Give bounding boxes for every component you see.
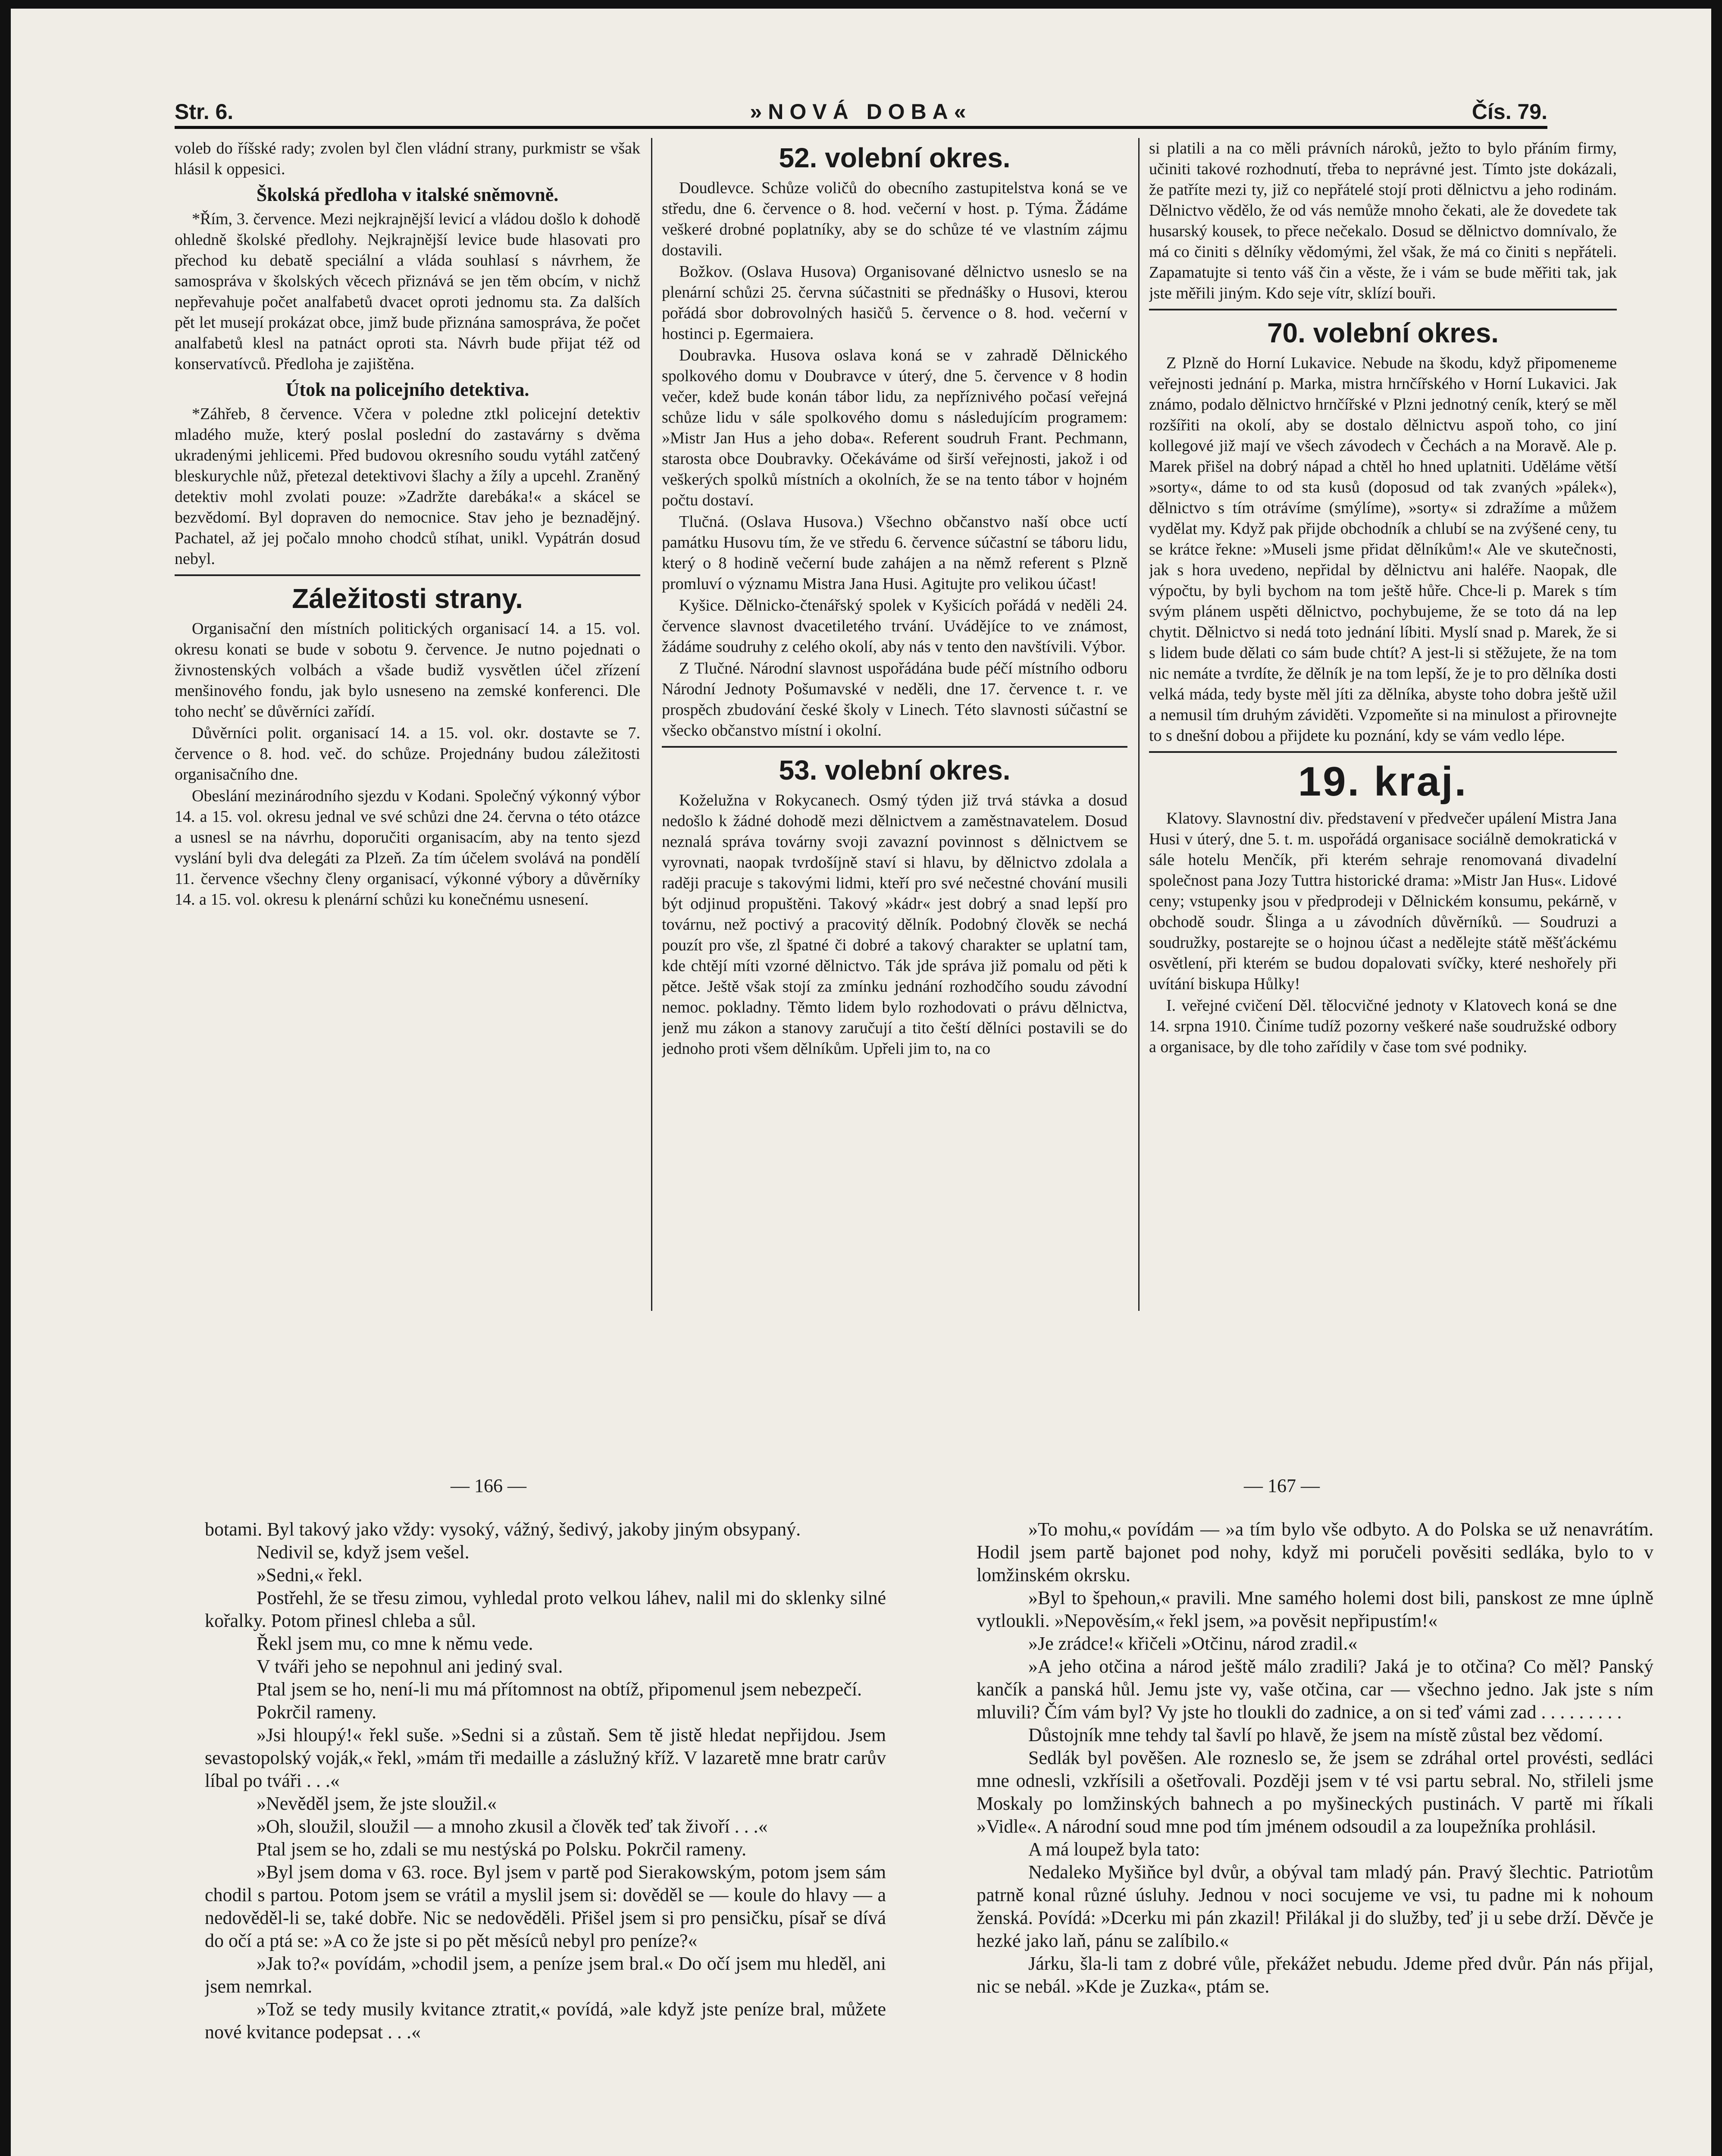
feuilleton-paragraph: Důstojník mne tehdy tal šavlí po hlavě, že jsem na místě zůstal bez vědomí. — [1028, 1724, 1603, 1745]
feuilleton-paragraph: »Je zrádce!« křičeli »Otčinu, národ zradil.« — [1028, 1633, 1358, 1654]
folio-left: — 166 — — [451, 1475, 526, 1496]
feuilleton-paragraph: »To mohu,« povídám — »a tím bylo vše odbyto. A do Polska se už nenavrátím. Hodil jsem partě bajonet pod nohy, když mi poručeli pověsiti sedláka, bylo to v lomžinském okrsku. — [977, 1519, 1653, 1586]
feuilleton-paragraph: »Tož se tedy musily kvitance ztratit,« povídá, »ale když jste peníze bral, můžete nové kvitance podepsat . . .« — [205, 1999, 886, 2043]
section-district-53: 53. volební okres. — [779, 755, 1011, 786]
notice-klatovy: Klatovy. Slavnostní div. představení v předvečer upálení Mistra Jana Husi v úterý, dne 5. t. m. uspořádá organisace sociálně demokratická v sále hotelu Menčík, při kterém sehraje renomovaná divadelní společnost pana Jozy Tuttra historické drama: »Mistr Jan Hus«. Lidové ceny; vstupenky jsou v předprodeji v Dělnickém konsumu, pekárně, v obchodě soudr. Šlinga a u závodních důvěrníků. — Soudruzi a soudružky, postarejte se o hojnou účast a nedělejte státě měšťáckému osvětlení, při kterém se budou dopalovati svíčky, které neshořely při uvítání biskupa Hůlky! — [1149, 809, 1617, 993]
section-district-52: 52. volební okres. — [779, 142, 1011, 173]
feuilleton-paragraph: Ptal jsem se ho, není-li mu má přítomnost na obtíž, připomenul jsem nebezpečí. — [257, 1679, 862, 1700]
feuilleton-paragraph: Ptal jsem se ho, zdali se mu nestýská po Polsku. Pokrčil rameny. — [257, 1839, 747, 1860]
newspaper-page — [11, 9, 1711, 2156]
feuilleton-paragraph: Postřehl, že se třesu zimou, vyhledal proto velkou láhev, nalil mi do sklenky silné kořalky. Potom přinesl chleba a sůl. — [205, 1587, 886, 1631]
article-continuation: si platili a na co měli právních nároků, ježto to bylo přáním firmy, učiniti takové rozhodnutí, třeba to neprávné jest. Tímto jste dokázali, že patříte mezi ty, již co nepřátelé stojí proti dělnictvu a jeho rodinám. Dělnictvo vědělo, že od vás nemůže mnoho čekati, ale že dovedete tak husarský kousek, to přece nečekalo. Dosud se dělnictvo domnívalo, že má co činiti s dělníky vědomými, žel však, že má co činiti s nepřáteli. Zapamatujte si tento váš čin a věste, že i vám se bude měřiti tak, jak jste měřili jiným. Kdo seje vítr, sklízí bouři. — [1149, 139, 1617, 302]
article-detective: *Záhřeb, 8 července. Včera v poledne ztkl policejní detektiv mladého muže, který poslal poslední do zastavárny s dvěma ukradenými jehlicemi. Před budovou okresního soudu vytáhl zatčený bleskurychle nůž, přetezal detektivovi šlachy a žíly a upcehl. Zraněný detektiv mohl zvolati pouze: »Zadržte darebáka!« a skácel se bezvědomí. Byl dopraven do nemocnice. Stav jeho je beznadějný. Pachatel, až jej počalo mnoho chodců stíhat, unikl. Vypátrán dosud nebyl. — [175, 405, 640, 568]
feuilleton-paragraph: A má loupež byla tato: — [1028, 1839, 1200, 1860]
notice-gymnastics: I. veřejné cvičení Děl. tělocvičné jednoty v Klatovech koná se dne 14. srpna 1910. Činíme tudíž pozorny veškeré naše soudružské odbory a organisace, by dle toho zařídily v čase tom své podniky. — [1149, 997, 1617, 1056]
feuilleton-paragraph: Řekl jsem mu, co mne k němu vede. — [257, 1633, 533, 1654]
notice-bozkov: Božkov. (Oslava Husova) Organisované dělnictvo usneslo se na plenární schůzi 25. června súčastniti se přednášky o Husovi, kterou pořádá sbor dobrovolných hasičů 5. července o 8. hod. večerní v hostinci p. Egermaiera. — [662, 263, 1127, 343]
page-number: Str. 6. — [175, 100, 234, 124]
section-region-19: 19. kraj. — [1298, 758, 1468, 805]
divider — [1149, 751, 1617, 753]
feuilleton-paragraph: Pokrčil rameny. — [257, 1702, 377, 1723]
notice-copenhagen-congress: Obeslání mezinárodního sjezdu v Kodani. Společný výkonný výbor 14. a 15. vol. okresu jednal ve své schůzi dne 24. června o této otázce a usnesl se na návrhu, doporučiti organisacím, aby na tento sjezd vyslání byli dva delegáti za Plzeň. Za tím účelem svolává na pondělí 11. července všechny členy organisací, výkonné výbory a důvěrníky 14. a 15. vol. okresu k plenární schůzi ku konečnému usnesení. — [175, 787, 640, 909]
column-left — [175, 138, 640, 1311]
feuilleton-paragraph: »Byl to špehoun,« pravili. Mne samého holemi dost bili, panskost ze mne úplně vytloukli. »Nepověsím,« řekl jsem, »a pověsit nepřipustím!« — [977, 1587, 1653, 1631]
feuilleton-left — [205, 1518, 886, 2156]
notice-organisation-day: Organisační den místních politických organisací 14. a 15. vol. okresu konati se bude v sobotu 9. července. Je nutno pojednati o živnostenských volbách a všade budiž vysvětlen účel zřízení menšinového fondu, jak bylo usneseno na zemské konferenci. Dle toho nechť se důvěrníci zařídí. — [175, 620, 640, 721]
column-divider — [651, 138, 652, 1311]
headline-school-bill: Školská předloha v italské sněmovně. — [256, 184, 559, 205]
newspaper-title: »NOVÁ DOBA« — [750, 100, 972, 124]
feuilleton-paragraph: Járku, šla-li tam z dobré vůle, překážet nebudu. Jdeme před dvůr. Pán nás přijal, nic se nebál. »Kde je Zuzka«, ptám se. — [977, 1953, 1653, 1997]
feuilleton-paragraph: »Oh, sloužil, sloužil — a mnoho zkusil a člověk teď tak živoří . . .« — [257, 1816, 768, 1837]
article-continuation: voleb do říšské rady; zvolen byl člen vládní strany, purkmistr se však hlásil k oppesici. — [175, 139, 640, 178]
feuilleton-paragraph: Nedivil se, když jsem vešel. — [257, 1542, 470, 1563]
page-header — [136, 95, 1586, 129]
feuilleton-paragraph: »Sedni,« řekl. — [257, 1564, 363, 1586]
section-district-70: 70. volební okres. — [1267, 317, 1499, 348]
feuilleton-right — [977, 1518, 1653, 2156]
feuilleton-paragraph: V tváři jeho se nepohnul ani jediný sval. — [257, 1656, 563, 1677]
feuilleton-paragraph: »Byl jsem doma v 63. roce. Byl jsem v partě pod Sierakowským, potom jsem sám chodil s partou. Potom jsem se vrátil a myslil jsem si: dověděl se — koule do hlavy — a nedověděl-li se, také dobře. Nic se nedověděli. Přišel jsem si pro pensičku, písař se dívá do očí a ptá se: »A co že jste si po pět měsíců nebyl pro peníze?« — [205, 1861, 886, 1951]
notice-z-tlucne: Z Tlučné. Národní slavnost uspořádána bude péčí místního odboru Národní Jednoty Pošumavské v neděli, dne 17. července t. r. ve prospěch zbudování české školy v Linech. Této slavnosti súčastní se všecko občanstvo místní i okolní. — [662, 659, 1127, 740]
header-rule — [175, 126, 1547, 129]
notice-kysice: Kyšice. Dělnicko-čtenářský spolek v Kyšicích pořádá v neděli 24. července slavnost dvacetiletého trvání. Uvádějíce to ve známost, žádáme soudruhy z celého okolí, aby nás v tento den navštívili. Výbor. — [662, 596, 1127, 656]
feuilleton-paragraph: Sedlák byl pověšen. Ale rozneslo se, že jsem se zdráhal ortel provésti, sedláci mne odnesli, vzkřísili a ošetřovali. Později jsem v té vsi partu sebral. No, střileli jsme Moskaly po lomžinských bahnech a po myšineckých pustinách. V partě mi říkali »Vidle«. A národní soud mne pod tím jménem odsoudil a za loupežníka prohlásil. — [977, 1747, 1653, 1837]
feuilleton-paragraph: »Jsi hloupý!« řekl suše. »Sedni si a zůstaň. Sem tě jistě hledat nepřijdou. Jsem sevastopolský voják,« řekl, »mám tři medaille a záslužný kříž. V lazaretě mne bratr carův líbal po tváři . . .« — [205, 1724, 886, 1791]
notice-trustees: Důvěrníci polit. organisací 14. a 15. vol. okr. dostavte se 7. července o 8. hod. več. do schůze. Projednány budou záležitosti organisačního dne. — [175, 724, 640, 783]
divider — [662, 746, 1127, 748]
notice-rokycany: Koželužna v Rokycanech. Osmý týden již trvá stávka a dosud nedošlo k žádné dohodě mezi dělnictvem a zaměstnavatelem. Dosud neznalá správa továrny svoji zavazní povinnost s dělnictvem se vyrovnati, naopak tvrdošíjně staví si hlavu, by dělnictvo zdolala a raději pracuje s takovými lidmi, kteří pro své nečestné chování musili být odjinud propuštěni. Takový »kádr« jest dobrý a snad lepší pro továrnu, než poctivý a pracovitý dělník. Podobný člověk se nechá pouzít pro vše, zl špatné či dobré a takový charakter se uplatní tam, kde chtějí míti vzorné dělnictvo. Ták jde správa již pomalu od pěti k pětce. Ještě však stojí za zmínku jednání rozhodčího soudu závodní nemoc. pokladny. Těmto lidem bylo rozhodovati o právu dělnictva, jenž mu zákon a stanovy zaručují a tito čeští dělníci postavili se do jednoho proti všem dělníkům. Upřeli jim to, na co — [662, 791, 1127, 1058]
issue-number: Čís. 79. — [1472, 100, 1547, 124]
notice-doubravka: Doubravka. Husova oslava koná se v zahradě Dělnického spolkového domu v Doubravce v úterý, dne 5. července v 8 hodin večer, kdež bude konán tábor lidu, za nepříznivého počasí veřejná schůze lidu v sále spolkového domu s následujícím programem: »Mistr Jan Hus a jeho doba«. Referent soudruh Frant. Pechmann, starosta obce Doubravky. Očekáváme od širší veřejnosti, jakož i od veškerých spolků místních a okolních, že se na tento tábor v hojném počtu dostaví. — [662, 346, 1127, 509]
divider — [1149, 309, 1617, 310]
folio-right: — 167 — — [1244, 1475, 1320, 1496]
feuilleton-paragraph: Nedaleko Myšiňce byl dvůr, a obýval tam mladý pán. Pravý šlechtic. Patriotům patrně konal různé úsluhy. Jednou v noci socujeme ve vsi, tu padne mi k nohoum ženská. Povídá: »Dcerku mi pán zkazil! Přilákal ji do služby, teď ji u sebe drží. Děvče je hezké jako laň, pánu se zalíbilo.« — [977, 1861, 1653, 1951]
feuilleton-paragraph: »Nevěděl jsem, že jste sloužil.« — [257, 1793, 497, 1814]
feuilleton-paragraph: »A jeho otčina a národ ještě málo zradili? Jaká je to otčina? Co měl? Panský kančík a panská hůl. Jemu jste vy, vaše otčina, car — všechno jedno. Jak jste s ním mluvili? Čím vám byl? Vy jste ho tloukli do zadnice, a on si teď vámi zad . . . . . . . . . — [977, 1656, 1653, 1723]
column-divider — [1138, 138, 1140, 1311]
feuilleton-paragraph: botami. Byl takový jako vždy: vysoký, vážný, šedivý, jakoby jiným obsypaný. — [205, 1519, 801, 1540]
column-right — [1149, 138, 1617, 1311]
notice-tlucna: Tlučná. (Oslava Husova.) Všechno občanstvo naší obce uctí památku Husovu tím, že ve středu 6. července súčastní se táboru lidu, který o 8 hodině večerní bude zahájen a na němž referent s Plzně promluví o významu Mistra Jana Husi. Agitujte pro velikou účast! — [662, 513, 1127, 593]
column-middle — [662, 138, 1127, 1311]
article-school-bill: *Řím, 3. července. Mezi nejkrajnější levicí a vládou došlo k dohodě ohledně školské předlohy. Nejkrajnější levice bude hlasovati pro přechod ku debatě speciální a vláda souhlasí s návrhem, že samospráva v školských věcech přiznává se jen těm obcím, v nichž nepřevahuje počet analfabetů dvacet oproti jednomu sta. Za dalších pět let musejí prokázat obce, jimž bude přiznána samospráva, že počet analfabetů klesl na patnáct oproti sta. Návrh bude přijat též od konservatívců. Předloha je zajištěna. — [175, 210, 640, 373]
notice-horni-lukavice: Z Plzně do Horní Lukavice. Nebude na škodu, když připomeneme veřejnosti jednání p. Marka, mistra hrnčířského v Horní Lukavici. Jak známo, podalo dělnictvo hrnčířské v Plzni jednotný ceník, který se měl rozšířiti na okolí, aby se dostalo dělnictvu aspoň toho, co jiní kollegové již mají ve všech závodech v Čechách a na Moravě. Ale p. Marek přišel na dobrý nápad a chtěl ho hned uplatniti. Uděláme větší »sorty«, dáme to od sta kusů (doposud od tak zvaných »pálek«), dělnictvo s tím otrávíme (smýlíme), »sorty« si zdražíme a můžem vydělat my. Když pak přijde obchodník a chlubí se na zvýšené ceny, tu se krátce řekne: »Museli jsme přidat dělníkům!« Ale ve skutečnosti, jak s hora uvedeno, nepřidal by dělnictvu ani haléře. Naopak, dle výpočtu, by byli bychom na tom ještě hůře. Chce-li p. Marek s tím svým plánem uspěti dělnictvo, pochybujeme, že se toto dá na lep chytit. Dělnictvo si nedá toto jednání líbiti. Myslí snad p. Marek, že si s lidem bude dělati co sám bude chtít? A jest-li si stěžujete, že na tom nic nemáte a tvrdíte, že dělník je na tom lepší, že je to pro dělníka dosti velká máda, tedy byste měl jíti za dělníka, abyste toho dobra ještě užil a nemusil tím druhým záviděti. Vzpomeňte si na minulost a přirovnejte to s dnešní dobou a přijdete ku poznání, kdy se vám vedlo lépe. — [1149, 354, 1617, 745]
section-party-affairs: Záležitosti strany. — [292, 583, 523, 614]
notice-doudlevce: Doudlevce. Schůze voličů do obecního zastupitelstva koná se ve středu, dne 6. července o 8. hod. večerní v host. p. Týma. Žádáme veškeré drobné poplatníky, aby se do schůze té ve vlastním zájmu dostavili. — [662, 179, 1127, 259]
divider — [175, 574, 640, 576]
feuilleton-paragraph: »Jak to?« povídám, »chodil jsem, a peníze jsem bral.« Do očí jsem mu hleděl, ani jsem nemrkal. — [205, 1953, 886, 1997]
headline-detective: Útok na policejního detektiva. — [285, 379, 529, 400]
